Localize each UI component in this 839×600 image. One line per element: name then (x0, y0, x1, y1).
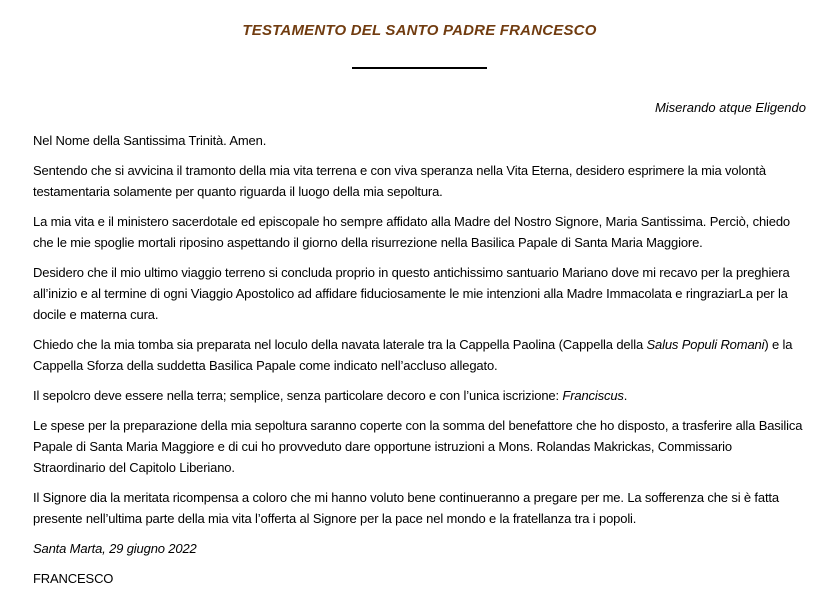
paragraph-text: Sentendo che si avvicina il tramonto della mia vita terrena e con viva speranza nella Vita Eterna, desidero esprimere la mia volontà testamentaria solamente per quanto riguarda il luogo della mia sepoltura. (33, 163, 766, 199)
paragraph-text: Il Signore dia la meritata ricompensa a coloro che mi hanno voluto bene continueranno a pregare per me. La sofferenza che si è fatta presente nell’ultima parte della mia vita l’offerta al Signore per la pace nel mondo e la fratellanza tra i popoli. (33, 490, 779, 526)
paragraph-text: Nel Nome della Santissima Trinità. Amen. (33, 133, 267, 148)
paragraph-text: . (623, 388, 628, 403)
paragraph-text-italic: Salus Populi Romani (646, 337, 765, 352)
paragraph-text: ) e la Cappella Sforza della suddetta Basilica Papale come indicato nell’accluso allegato. (33, 337, 793, 373)
paragraph-text: Il sepolcro deve essere nella terra; semplice, senza particolare decoro e con l’unica iscrizione: (33, 388, 563, 403)
paragraph-invocation (33, 130, 806, 151)
page-title: TESTAMENTO DEL SANTO PADRE FRANCESCO (242, 22, 597, 39)
paragraph-inscription (33, 385, 806, 406)
dateline: Santa Marta, 29 giugno 2022 (33, 541, 197, 556)
signature: FRANCESCO (33, 571, 114, 586)
paragraph-text: Le spese per la preparazione della mia sepoltura saranno coperte con la somma del benefattore che ho disposto, a trasferire alla Basilica Papale di Santa Maria Maggiore e di cui ho provveduto dare opportune istruzioni a Mons. Rolandas Makrickas, Commissario Straordinario del Capitolo Liberiano. (33, 418, 803, 475)
paragraph-tomb-location (33, 334, 806, 376)
paragraph-expenses (33, 415, 806, 478)
document-body (33, 130, 806, 589)
paragraph-sanctuary (33, 262, 806, 325)
paragraph-dedication (33, 211, 806, 253)
paragraph-text: Chiedo che la mia tomba sia preparata nel loculo della navata laterale tra la Cappella Paolina (Cappella della (33, 337, 647, 352)
paragraph-text-italic: Franciscus (562, 388, 624, 403)
paragraph-blessing (33, 487, 806, 529)
paragraph-text: Desidero che il mio ultimo viaggio terreno si concluda proprio in questo antichissimo santuario Mariano dove mi recavo per la preghiera all’inizio e al termine di ogni Viaggio Apostolico ad affidare fiduciosamente le mie intenzioni alla Madre Immacolata e ringraziarLa per la docile e materna cura. (33, 265, 790, 322)
motto-line: Miserando atque Eligendo (654, 100, 806, 115)
paragraph-text: La mia vita e il ministero sacerdotale ed episcopale ho sempre affidato alla Madre del Nostro Signore, Maria Santissima. Perciò, chiedo che le mie spoglie mortali riposino aspettando il giorno della risurrezione nella Basilica Papale di Santa Maria Maggiore. (33, 214, 791, 250)
title-divider (352, 67, 487, 69)
paragraph-premise (33, 160, 806, 202)
